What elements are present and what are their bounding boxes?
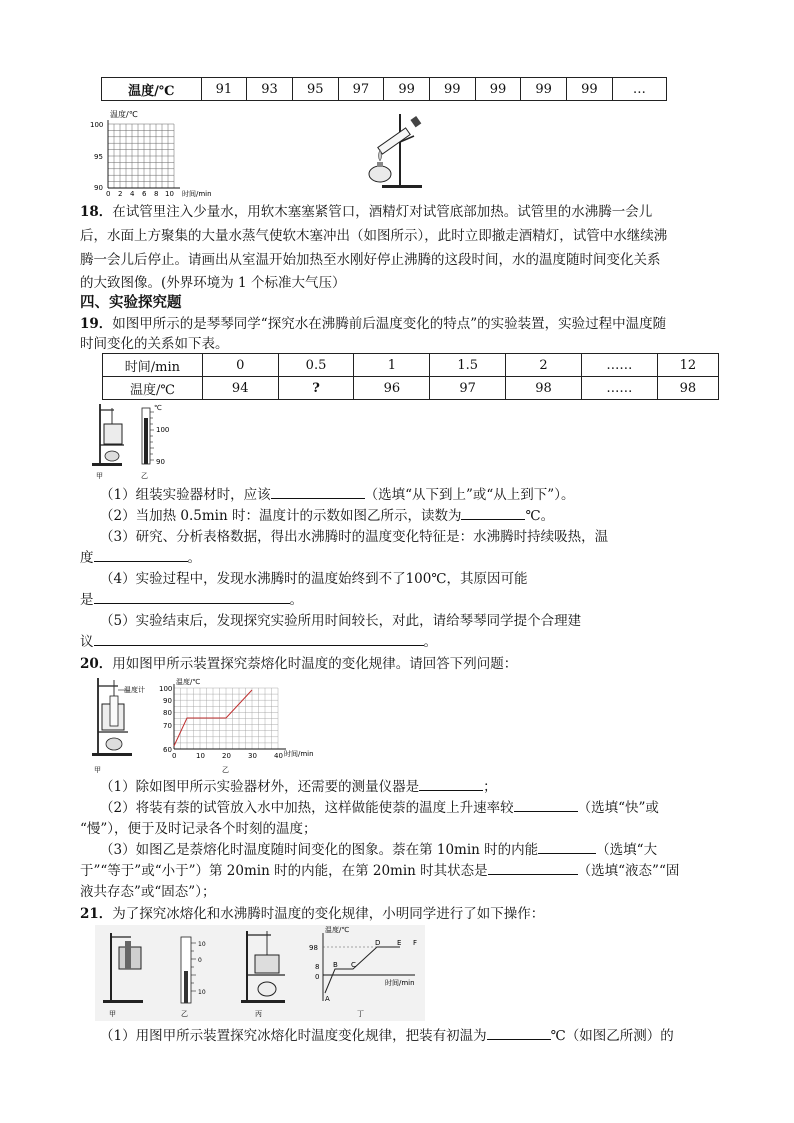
text: 是 — [80, 592, 94, 608]
q18-line-3: 腾一会儿后停止。请画出从室温开始加热至水刚好停止沸腾的这段时间，水的温度随时间变化关系 — [80, 252, 661, 268]
q19-part-3: （3）研究、分析表格数据，得出水沸腾时的温度变化特征是：水沸腾时持续吸热，温 — [100, 529, 609, 545]
text: ； — [483, 779, 497, 795]
point-label: D — [375, 939, 381, 947]
answer-blank[interactable] — [419, 776, 483, 791]
text: （1）组装实验器材时，应该 — [100, 487, 271, 503]
test-tube-apparatus-figure — [360, 112, 440, 192]
figure-label-jia: 甲 — [94, 766, 101, 774]
answer-blank[interactable] — [538, 839, 596, 854]
table-cell: 91 — [201, 78, 247, 101]
q19-part-5: （5）实验结束后，发现探究实验所用时间较长，对此，请给琴琴同学提个合理建 — [100, 613, 582, 629]
figure-label-jia: 甲 — [96, 472, 103, 480]
q20-line-1 — [80, 653, 720, 675]
grid-x-tick: 0 — [106, 190, 111, 198]
table-cell: 99 — [521, 78, 567, 101]
grid-x-tick: 8 — [154, 190, 159, 198]
thermometer-label: 温度计 — [124, 686, 145, 694]
table-cell: 95 — [292, 78, 338, 101]
table-cell: 97 — [338, 78, 384, 101]
point-label: C — [351, 961, 356, 969]
thermometer-tick: 10 — [198, 941, 206, 948]
text: （1）用图甲所示装置探究冰熔化时温度变化规律，把装有初温为 — [100, 1028, 487, 1044]
grid-y-tick: 100 — [90, 121, 104, 129]
chart-x-tick: 20 — [222, 752, 231, 760]
answer-blank[interactable] — [94, 547, 188, 562]
text: 于”“等于”或“小于”）第 20min 时的内能，在第 20min 时其状态是 — [80, 863, 488, 879]
text: （选填“液态”“固 — [577, 863, 680, 879]
q19-part-3-cont — [80, 547, 720, 569]
grid-y-label: 温度/℃ — [110, 110, 138, 119]
text: （2）将装有萘的试管放入水中加热，这样做能使萘的温度上升速率较 — [100, 800, 514, 816]
answer-blank[interactable] — [94, 589, 290, 604]
chart-y-tick: 60 — [163, 746, 172, 754]
q20-figure — [88, 676, 318, 776]
chart-y-tick: 90 — [163, 697, 172, 705]
question-number: 18． — [80, 204, 113, 220]
grid-x-tick: 4 — [130, 190, 135, 198]
q20-text: 用如图甲所示装置探究萘熔化时温度的变化规律。请回答下列问题： — [112, 656, 518, 672]
q19-part-1 — [80, 484, 740, 506]
thermometer-unit: ℃ — [154, 404, 162, 412]
q20-part-2-cont: “慢”），便于及时记录各个时刻的温度； — [80, 821, 317, 837]
text: ℃。 — [525, 508, 555, 524]
table-cell: 99 — [384, 78, 430, 101]
q21-part-1 — [80, 1025, 740, 1047]
table-cell: 1 — [354, 354, 430, 377]
table-cell: 99 — [567, 78, 613, 101]
text: （选填“大 — [596, 842, 658, 858]
q20-part-1 — [80, 776, 740, 798]
figure-label-bing: 丙 — [255, 1010, 262, 1018]
q21-line-1 — [80, 903, 720, 925]
figure-label-yi: 乙 — [181, 1010, 188, 1018]
chart-x-tick: 0 — [172, 752, 177, 760]
answer-blank[interactable] — [487, 1025, 551, 1040]
question-number: 19． — [80, 316, 113, 332]
text: 。 — [423, 634, 437, 650]
answer-blank[interactable] — [514, 797, 578, 812]
q20-part-3 — [80, 839, 740, 861]
text: 度 — [80, 550, 94, 566]
q20-part-2 — [80, 797, 740, 819]
grid-x-tick: 6 — [142, 190, 147, 198]
table-header-cell: 温度/℃ — [102, 78, 202, 101]
chart-y-tick: 100 — [159, 685, 173, 693]
table-cell: 0 — [202, 354, 278, 377]
thermometer-tick: 10 — [198, 989, 206, 996]
thermometer-tick: 100 — [156, 426, 170, 434]
table-cell: 0.5 — [278, 354, 354, 377]
table-header-cell: 温度/℃ — [103, 377, 203, 400]
table-cell: 93 — [247, 78, 293, 101]
chart-y-label: 温度/℃ — [176, 678, 201, 686]
grid-y-tick: 90 — [94, 184, 103, 192]
chart-x-tick: 30 — [248, 752, 257, 760]
chart-x-tick: 40 — [274, 752, 283, 760]
q18-line-1 — [80, 201, 720, 223]
figure-label-ding: 丁 — [357, 1010, 364, 1018]
table-cell: 99 — [475, 78, 521, 101]
q19-part-2 — [80, 505, 740, 527]
chart-y-tick: 98 — [309, 944, 318, 952]
answer-blank[interactable] — [488, 860, 578, 875]
q19-apparatus-figure — [88, 402, 188, 480]
table-cell: 98 — [657, 377, 718, 400]
q21-figure — [95, 925, 425, 1021]
text: ℃（如图乙所测）的 — [550, 1028, 674, 1044]
table-cell: …… — [581, 354, 657, 377]
chart-y-tick: 0 — [315, 973, 320, 981]
q20-part-3-cont — [80, 860, 720, 882]
question-number: 21． — [80, 906, 113, 922]
point-label: F — [413, 939, 418, 947]
thermometer-tick: 0 — [198, 957, 202, 964]
section-heading: 四、实验探究题 — [80, 294, 182, 311]
table-cell: 2 — [506, 354, 582, 377]
table-cell: 97 — [430, 377, 506, 400]
table-cell: 1.5 — [430, 354, 506, 377]
chart-y-tick: 8 — [315, 963, 320, 971]
point-label: E — [397, 939, 402, 947]
chart-y-tick: 80 — [163, 709, 172, 717]
text: 。 — [289, 592, 303, 608]
table-cell: …… — [581, 377, 657, 400]
text: （3）如图乙是萘熔化时温度随时间变化的图象。萘在第 10min 时的内能 — [100, 842, 539, 858]
q20-part-3-cont2: 液共存态”或“固态”）； — [80, 884, 216, 900]
q19-line-2: 时间变化的关系如下表。 — [80, 336, 229, 352]
text: （选填“快”或 — [577, 800, 659, 816]
question-number: 20． — [80, 656, 113, 672]
figure-label-yi: 乙 — [222, 766, 229, 774]
answer-blank[interactable] — [271, 484, 365, 499]
q19-part-5-cont — [80, 631, 720, 653]
q18-text: 在试管里注入少量水，用软木塞塞紧管口，酒精灯对试管底部加热。试管里的水沸腾一会儿 — [112, 204, 653, 220]
chart-x-tick: 10 — [196, 752, 205, 760]
q19-text: 如图甲所示的是琴琴同学“探究水在沸腾前后温度变化的特点”的实验装置，实验过程中温度随 — [112, 316, 667, 332]
q19-line-1 — [80, 313, 720, 335]
q18-temperature-table — [101, 77, 667, 101]
table-cell: 12 — [657, 354, 718, 377]
q21-text: 为了探究冰熔化和水沸腾时温度的变化规律，小明同学进行了如下操作： — [112, 906, 545, 922]
chart-y-label: 温度/℃ — [325, 926, 350, 934]
thermometer-tick: 90 — [156, 458, 165, 466]
text: （2）当加热 0.5min 时：温度计的示数如图乙所示，读数为 — [100, 508, 462, 524]
text: （1）除如图甲所示实验器材外，还需要的测量仪器是 — [100, 779, 420, 795]
q18-blank-grid-figure — [88, 110, 228, 198]
table-cell: 96 — [354, 377, 430, 400]
q19-data-table — [102, 353, 719, 400]
table-cell: 98 — [506, 377, 582, 400]
table-cell: … — [612, 78, 666, 101]
figure-label-yi: 乙 — [141, 472, 148, 480]
chart-x-label: 时间/min — [284, 750, 314, 758]
text: 议 — [80, 634, 94, 650]
chart-x-label: 时间/min — [385, 979, 415, 987]
table-cell: 99 — [429, 78, 475, 101]
text: （选填“从下到上”或“从上到下”）。 — [364, 487, 575, 503]
table-cell: ? — [278, 377, 354, 400]
chart-y-tick: 70 — [163, 722, 172, 730]
answer-blank[interactable] — [461, 505, 525, 520]
point-label: B — [333, 961, 338, 969]
point-label: A — [325, 995, 330, 1003]
figure-label-jia: 甲 — [109, 1010, 116, 1018]
grid-y-tick: 95 — [94, 153, 103, 161]
answer-blank[interactable] — [94, 631, 424, 646]
grid-x-label: 时间/min — [182, 190, 212, 198]
table-header-cell: 时间/min — [103, 354, 203, 377]
table-cell: 94 — [202, 377, 278, 400]
q18-line-2: 后，水面上方聚集的大量水蒸气使软木塞冲出（如图所示），此时立即撤走酒精灯，试管中水继续沸 — [80, 228, 668, 244]
grid-x-tick: 2 — [118, 190, 123, 198]
text: 。 — [187, 550, 201, 566]
grid-x-tick: 10 — [165, 190, 174, 198]
q19-part-4-cont — [80, 589, 720, 611]
q18-line-4: 的大致图像。(外界环境为 1 个标准大气压） — [80, 275, 346, 291]
q19-part-4: （4）实验过程中，发现水沸腾时的温度始终到不了100℃，其原因可能 — [100, 571, 528, 587]
